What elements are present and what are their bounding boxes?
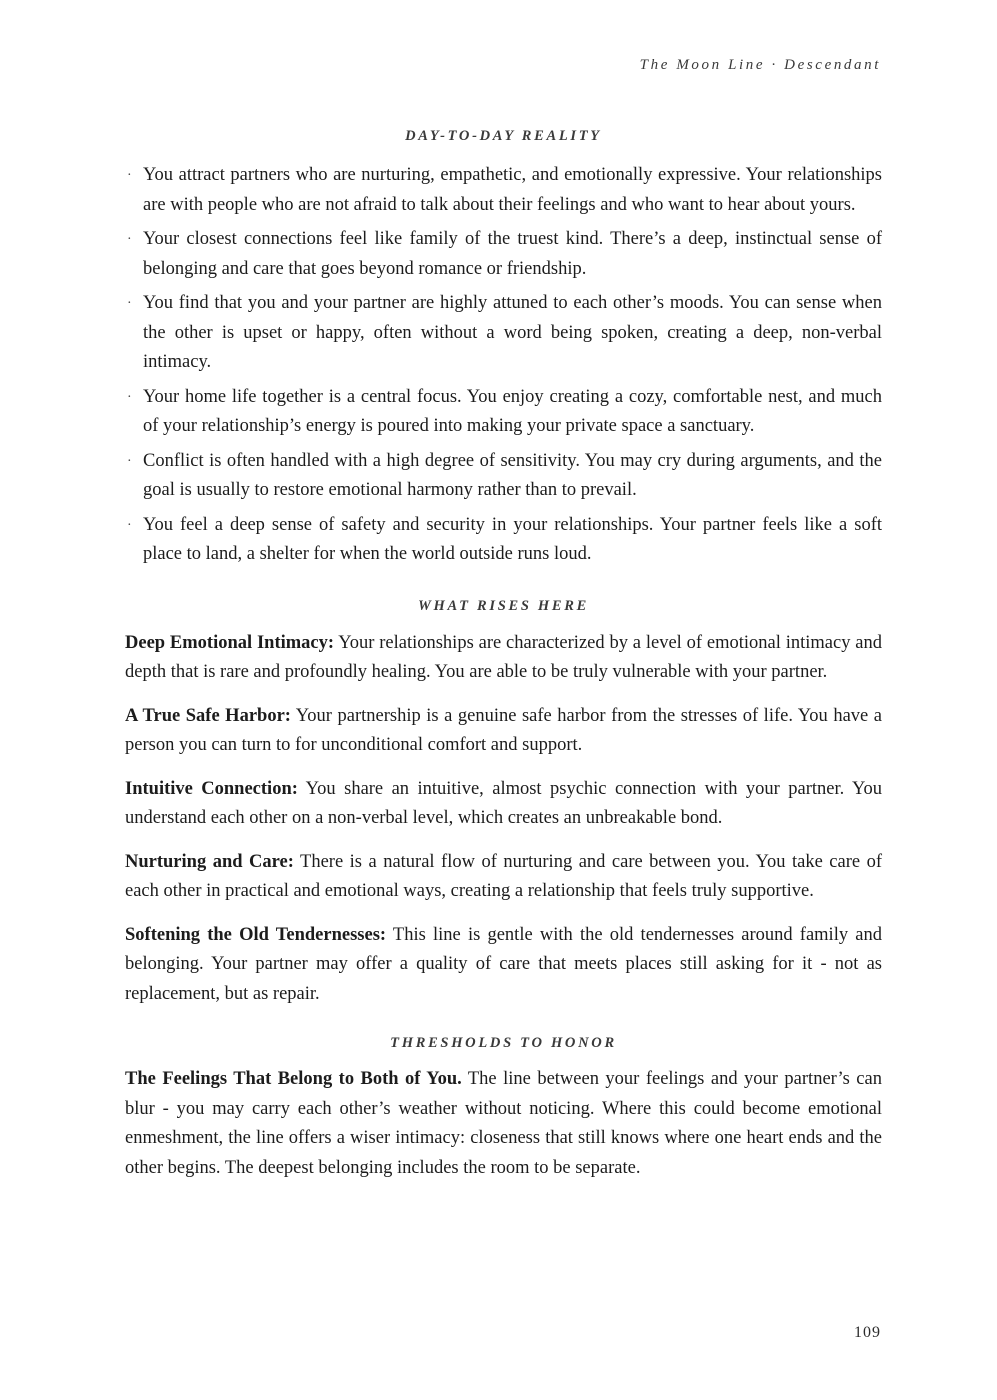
bullet-icon: · (127, 168, 132, 183)
section-heading: DAY-TO-DAY REALITY (405, 128, 602, 144)
reality-bullet-list (125, 161, 882, 570)
list-item-text: Your home life together is a central focus. You enjoy creating a cozy, comfortable nest, and much of your relationship’s energy is poured into making your private space a sanctuary. (143, 386, 882, 436)
rises-items (125, 629, 882, 1010)
page-content (125, 126, 882, 1197)
rises-item-intuitive-connection (125, 775, 882, 834)
item-term: Nurturing and Care: (125, 851, 294, 872)
thresholds-items (125, 1065, 882, 1183)
threshold-item-shared-feelings (125, 1065, 882, 1183)
running-head: The Moon Line · Descendant (639, 57, 881, 73)
item-text: This line is gentle with the old tendernesses around family and belonging. Your partner may offer a quality of care that meets places still asking for it - not as replacement, but as repair. (125, 924, 882, 1004)
section-heading: THRESHOLDS TO HONOR (390, 1035, 617, 1051)
bullet-icon: · (127, 389, 132, 405)
list-item-text: You find that you and your partner are highly attuned to each other’s moods. You can sense when the other is upset or happy, often without a word being spoken, creating a deep, non-verbal intimacy. (143, 293, 882, 372)
item-text: Your relationships are characterized by a level of emotional intimacy and depth that is rare and profoundly healing. You are able to be truly vulnerable with your partner. (125, 632, 883, 682)
item-term: A True Safe Harbor: (125, 705, 291, 726)
item-term: Softening the Old Tendernesses: (125, 924, 387, 945)
rises-item-safe-harbor (125, 702, 882, 761)
list-item (125, 225, 882, 284)
item-term: The Feelings That Belong to Both of You. (125, 1069, 462, 1089)
section-day-to-day-reality (125, 126, 882, 570)
bullet-icon: · (127, 296, 132, 311)
rises-item-softening-old-tendernesses (125, 921, 882, 1010)
bullet-icon: · (127, 517, 132, 533)
list-item-text: Your closest connections feel like family of the truest kind. There’s a deep, instinctual sense of belonging and care that goes beyond romance or friendship. (143, 229, 882, 279)
list-item-text: Conflict is often handled with a high degree of sensitivity. You may cry during arguments, and the goal is usually to restore emotional harmony rather than to prevail. (143, 450, 882, 500)
rises-item-nurturing-and-care (125, 848, 882, 907)
item-text: There is a natural flow of nurturing and care between you. You take care of each other in practical and emotional ways, creating a relationship that feels truly supportive. (125, 851, 882, 901)
page-number: 109 (854, 1324, 881, 1341)
item-text: The line between your feelings and your partner’s can blur - you may carry each other’s weather without noticing. Where this could become emotional enmeshment, the line offers a wiser intimacy: closeness that still knows where one heart ends and the other begins. The deepest belonging includes the room to be separate. (125, 1069, 882, 1178)
section-thresholds-to-honor (125, 1033, 882, 1183)
list-item (125, 289, 882, 378)
item-term: Intuitive Connection: (125, 778, 298, 799)
list-item-text: You feel a deep sense of safety and security in your relationships. Your partner feels like a soft place to land, a shelter for when the world outside runs loud. (143, 514, 882, 564)
bullet-icon: · (127, 232, 132, 247)
section-what-rises-here (125, 596, 882, 1010)
list-item (125, 511, 882, 570)
list-item (125, 447, 882, 506)
section-heading: WHAT RISES HERE (417, 597, 590, 614)
list-item (125, 161, 882, 220)
item-text: Your partnership is a genuine safe harbor from the stresses of life. You have a person you can turn to for unconditional comfort and support. (125, 705, 883, 755)
item-term: Deep Emotional Intimacy: (125, 632, 335, 653)
rises-item-deep-emotional-intimacy (125, 629, 882, 688)
bullet-icon: · (127, 453, 132, 469)
item-text: You share an intuitive, almost psychic connection with your partner. You understand each other on a non-verbal level, which creates an unbreakable bond. (125, 778, 883, 828)
list-item (125, 383, 882, 442)
list-item-text: You attract partners who are nurturing, empathetic, and emotionally expressive. Your relationships are with people who are not afraid to talk about their feelings and who want to hear about yours. (143, 165, 882, 215)
